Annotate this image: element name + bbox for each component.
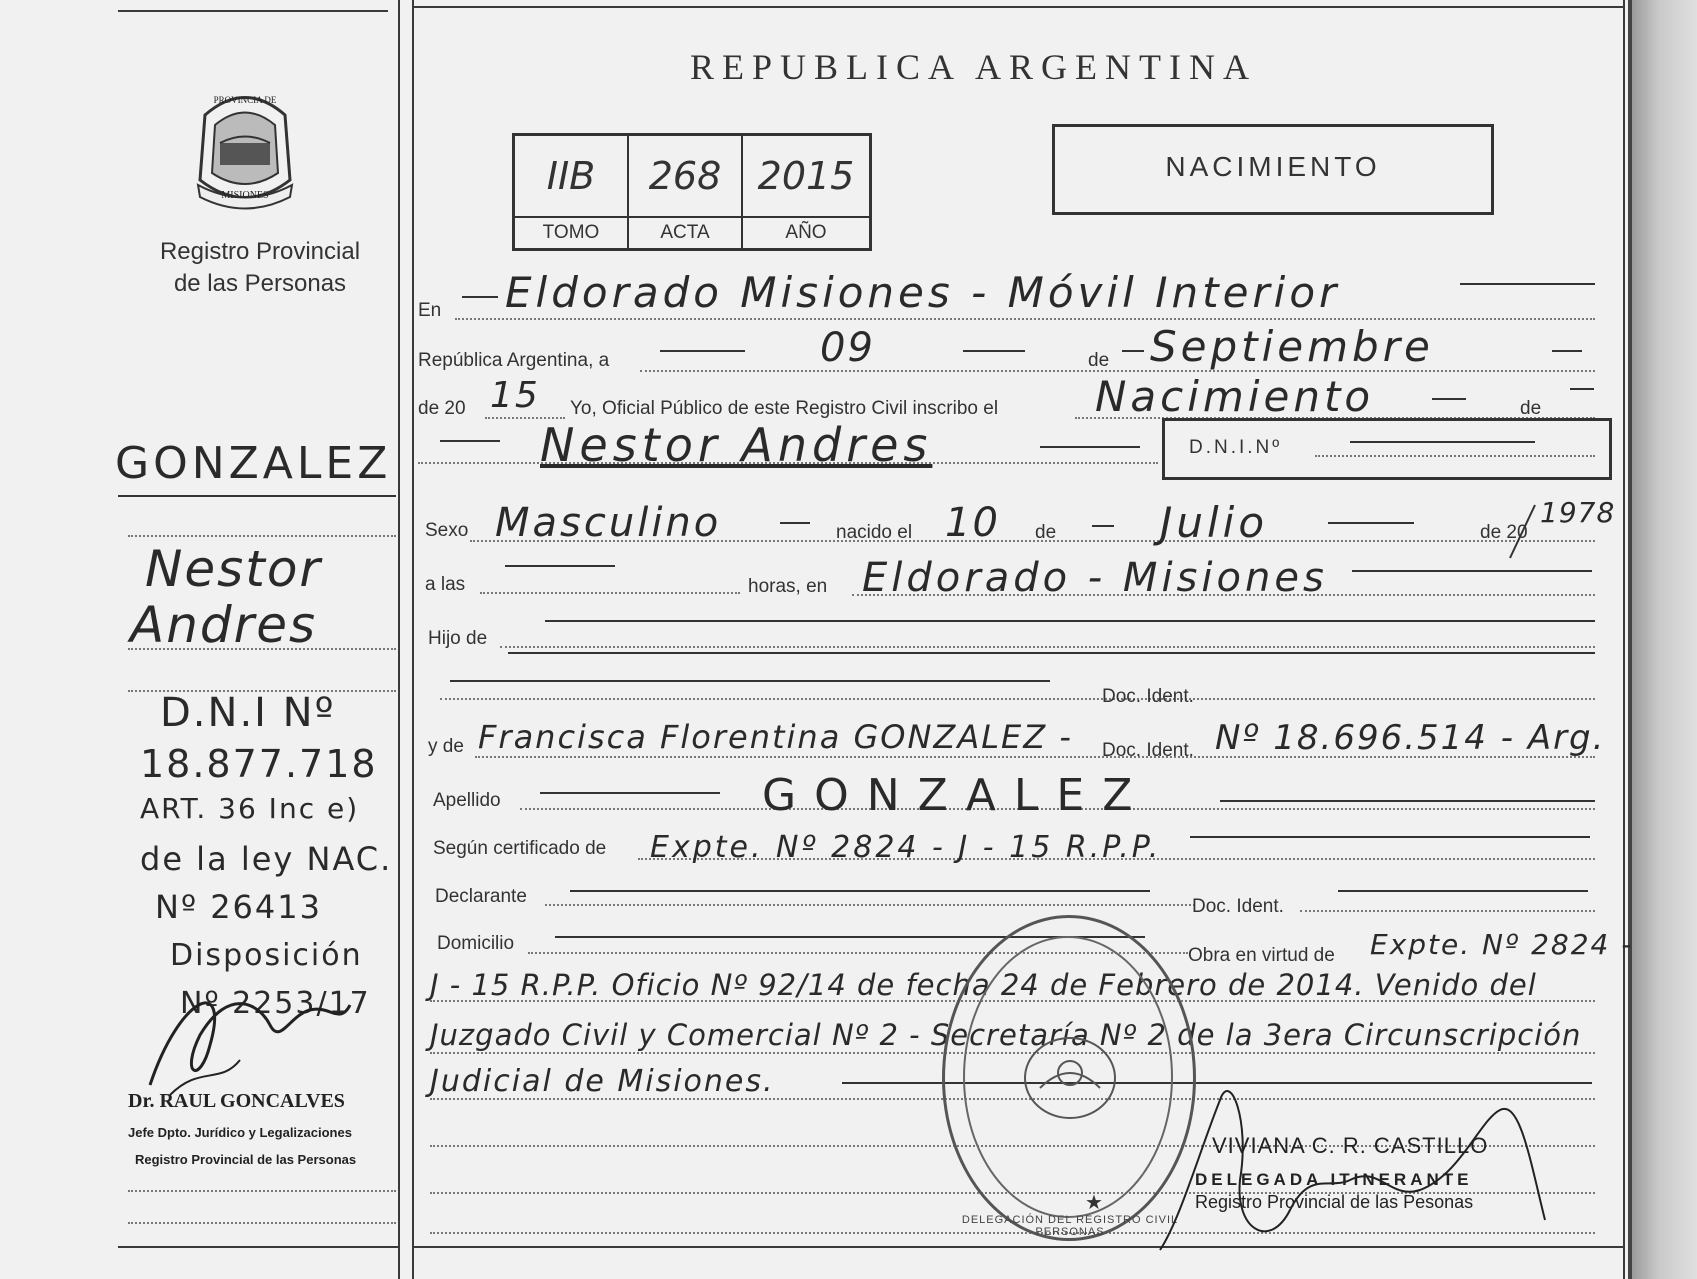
de2-label: de (1520, 398, 1542, 419)
month-dash-right (1552, 350, 1582, 352)
de3-label: de (1035, 522, 1057, 543)
official-title: DELEGADA ITINERANTE (1195, 1170, 1473, 1189)
sidebar-signer-name: Dr. RAUL GONCALVES (128, 1090, 345, 1112)
acta-value: 268 (648, 154, 722, 198)
year-suffix-value: 15 (490, 375, 540, 416)
de2-dash (1570, 388, 1594, 390)
month-value: Septiembre (1150, 322, 1434, 371)
stamp-star-icon: ★ (1085, 1192, 1103, 1214)
sidebar-signer-office: Registro Provincial de las Personas (135, 1152, 357, 1167)
sidebar-dots-4 (128, 1190, 396, 1192)
record-type-box (1052, 124, 1494, 215)
book-binding (1632, 0, 1697, 1279)
mother-value: Francisca Florentina GONZALEZ - (478, 718, 1073, 756)
record-type: NACIMIENTO (1165, 151, 1381, 182)
hijo-dash-1 (545, 620, 1595, 622)
segun-value: Expte. Nº 2824 - J - 15 R.P.P. (650, 830, 1162, 865)
doc-ident2-label: Doc. Ident. (1192, 896, 1284, 917)
seal-bottom-text: MISIONES (221, 190, 269, 201)
hijo-dash-2 (508, 652, 1595, 654)
office-line1: Registro Provincial (159, 238, 361, 265)
hijo-dots (500, 646, 1595, 648)
top-rule-right (412, 6, 1623, 8)
note-line-3: ART. 36 Inc e) (140, 792, 360, 825)
sidebar-name1: Nestor (145, 540, 322, 598)
republica-label: República Argentina, a (418, 350, 610, 371)
note-line-1: D.N.I Nº (160, 690, 336, 736)
sexo-dash (780, 522, 810, 524)
declarante-label: Declarante (435, 886, 527, 907)
en-label: En (418, 300, 442, 321)
segun-label: Según certificado de (433, 838, 607, 859)
registry-box (512, 133, 872, 251)
declarante-dash (570, 890, 1150, 892)
birth-month-dash-left (1092, 525, 1114, 527)
apellido-value: GONZALEZ (762, 770, 1151, 821)
top-rule-left (118, 10, 388, 12)
declarante-dots (545, 904, 1195, 906)
birth-month-value: Julio (1160, 498, 1269, 547)
doc-ident2-dots (1300, 910, 1595, 912)
registry-office (130, 236, 390, 300)
doc-ident-label: Doc. Ident. (1102, 686, 1194, 707)
official-name: VIVIANA C. R. CASTILLO (1212, 1133, 1489, 1158)
en-value: Eldorado Misiones - Móvil Interior (505, 268, 1341, 317)
seal-top-text: PROVINCIA DE (213, 95, 277, 105)
divider-right (1623, 0, 1625, 1279)
day-dash-left (660, 350, 745, 352)
sidebar-signature (140, 955, 370, 1105)
nacido-label: nacido el (836, 522, 913, 543)
year-prefix-label: de 20 (418, 398, 466, 419)
country-title: REPUBLICA ARGENTINA (690, 47, 1258, 87)
alas-dash (505, 565, 615, 567)
note-line-2: 18.877.718 (140, 742, 378, 786)
tomo-label: TOMO (515, 216, 627, 248)
obra-line-2: Juzgado Civil y Comercial Nº 2 - Secretaría Nº 2 de la 3era Circunscripción (430, 1018, 1582, 1052)
sidebar-signer-title: Jefe Dpto. Jurídico y Legalizaciones (128, 1125, 352, 1140)
act-value: Nacimiento (1095, 372, 1375, 421)
tomo-cell (515, 136, 629, 248)
person-value: Nestor Andres (540, 418, 933, 472)
person-dash-left (440, 440, 500, 442)
province-seal (190, 85, 300, 210)
apellido-label: Apellido (433, 790, 501, 811)
en-dash-right (1460, 283, 1595, 285)
office-line2: de las Personas (173, 270, 347, 297)
stamp-emblem-icon (1015, 1028, 1125, 1128)
hijo-label: Hijo de (428, 628, 488, 649)
apellido-dash-right (1220, 800, 1595, 802)
mother-doc-value: Nº 18.696.514 - Arg. (1215, 718, 1606, 758)
horas-label: horas, en (748, 576, 828, 597)
year-strike (1490, 500, 1550, 560)
en-dash-left (462, 296, 498, 298)
obra-line-3: Judicial de Misiones. (430, 1064, 775, 1099)
person-dash-right (1040, 446, 1140, 448)
note-line-4: de la ley NAC. (140, 840, 393, 878)
segun-dash (1190, 836, 1590, 838)
tomo-value: IIB (546, 154, 596, 198)
obra-label: Obra en virtud de (1188, 945, 1335, 966)
note-line-5: Nº 26413 (155, 888, 322, 926)
divider-left2 (412, 0, 414, 1279)
dni-dash (1350, 441, 1535, 443)
sidebar-name2: Andres (130, 596, 317, 654)
birth-year-value: 1978 (1540, 496, 1616, 529)
anio-value: 2015 (757, 154, 855, 198)
hijo-dots-2 (440, 698, 1595, 700)
month-dash-left (1122, 350, 1144, 352)
birth-place-value: Eldorado - Misiones (862, 555, 1328, 601)
hijo-dash-3 (450, 680, 1050, 682)
doc-ident-label-2: Doc. Ident. (1102, 740, 1194, 761)
obra-value: Expte. Nº 2824 - (1370, 928, 1634, 961)
en-dots (455, 318, 1595, 320)
sexo-value: Masculino (495, 500, 722, 546)
oficial-label: Yo, Oficial Público de este Registro Civil inscribo el (570, 398, 999, 419)
yde-label: y de (428, 736, 464, 757)
divider-left (398, 0, 400, 1279)
alas-dots (480, 592, 740, 594)
note-line-7: Nº 2253/17 (180, 986, 371, 1021)
apellido-dash-left (540, 792, 720, 794)
stamp-text: DELEGACIÓN DEL REGISTRO CIVIL PERSONAS (961, 1214, 1179, 1238)
doc-ident2-dash (1338, 890, 1588, 892)
obra-line-1: J - 15 R.P.P. Oficio Nº 92/14 de fecha 24 de Febrero de 2014. Venido del (430, 968, 1537, 1002)
sidebar-dots-1 (128, 535, 396, 537)
acta-cell (629, 136, 743, 248)
official-office: Registro Provincial de las Pesonas (1195, 1192, 1474, 1212)
surname-underline (118, 495, 396, 497)
birth-place-dash (1352, 570, 1592, 572)
day-dash-right (963, 350, 1025, 352)
act-dash (1432, 398, 1466, 400)
dni-dots (1315, 455, 1595, 457)
dni-label: D.N.I.Nº (1189, 437, 1283, 458)
dni-box (1162, 418, 1612, 480)
domicilio-label: Domicilio (437, 933, 515, 954)
sidebar-surname: GONZALEZ (115, 438, 392, 489)
day-value: 09 (820, 325, 875, 371)
alas-label: a las (425, 574, 466, 595)
de20-label: de 20 (1480, 522, 1528, 543)
sidebar-dots-5 (128, 1222, 396, 1224)
anio-cell (743, 136, 869, 248)
acta-label: ACTA (629, 216, 741, 248)
sexo-label: Sexo (425, 520, 469, 541)
anio-label: AÑO (743, 216, 869, 248)
sidebar-dots-2 (128, 648, 396, 650)
de-label: de (1088, 350, 1110, 371)
bottom-rule-left (118, 1246, 398, 1248)
note-line-6: Disposición (170, 938, 363, 973)
birth-day-value: 10 (945, 500, 1000, 546)
birth-month-dash-right (1328, 522, 1414, 524)
